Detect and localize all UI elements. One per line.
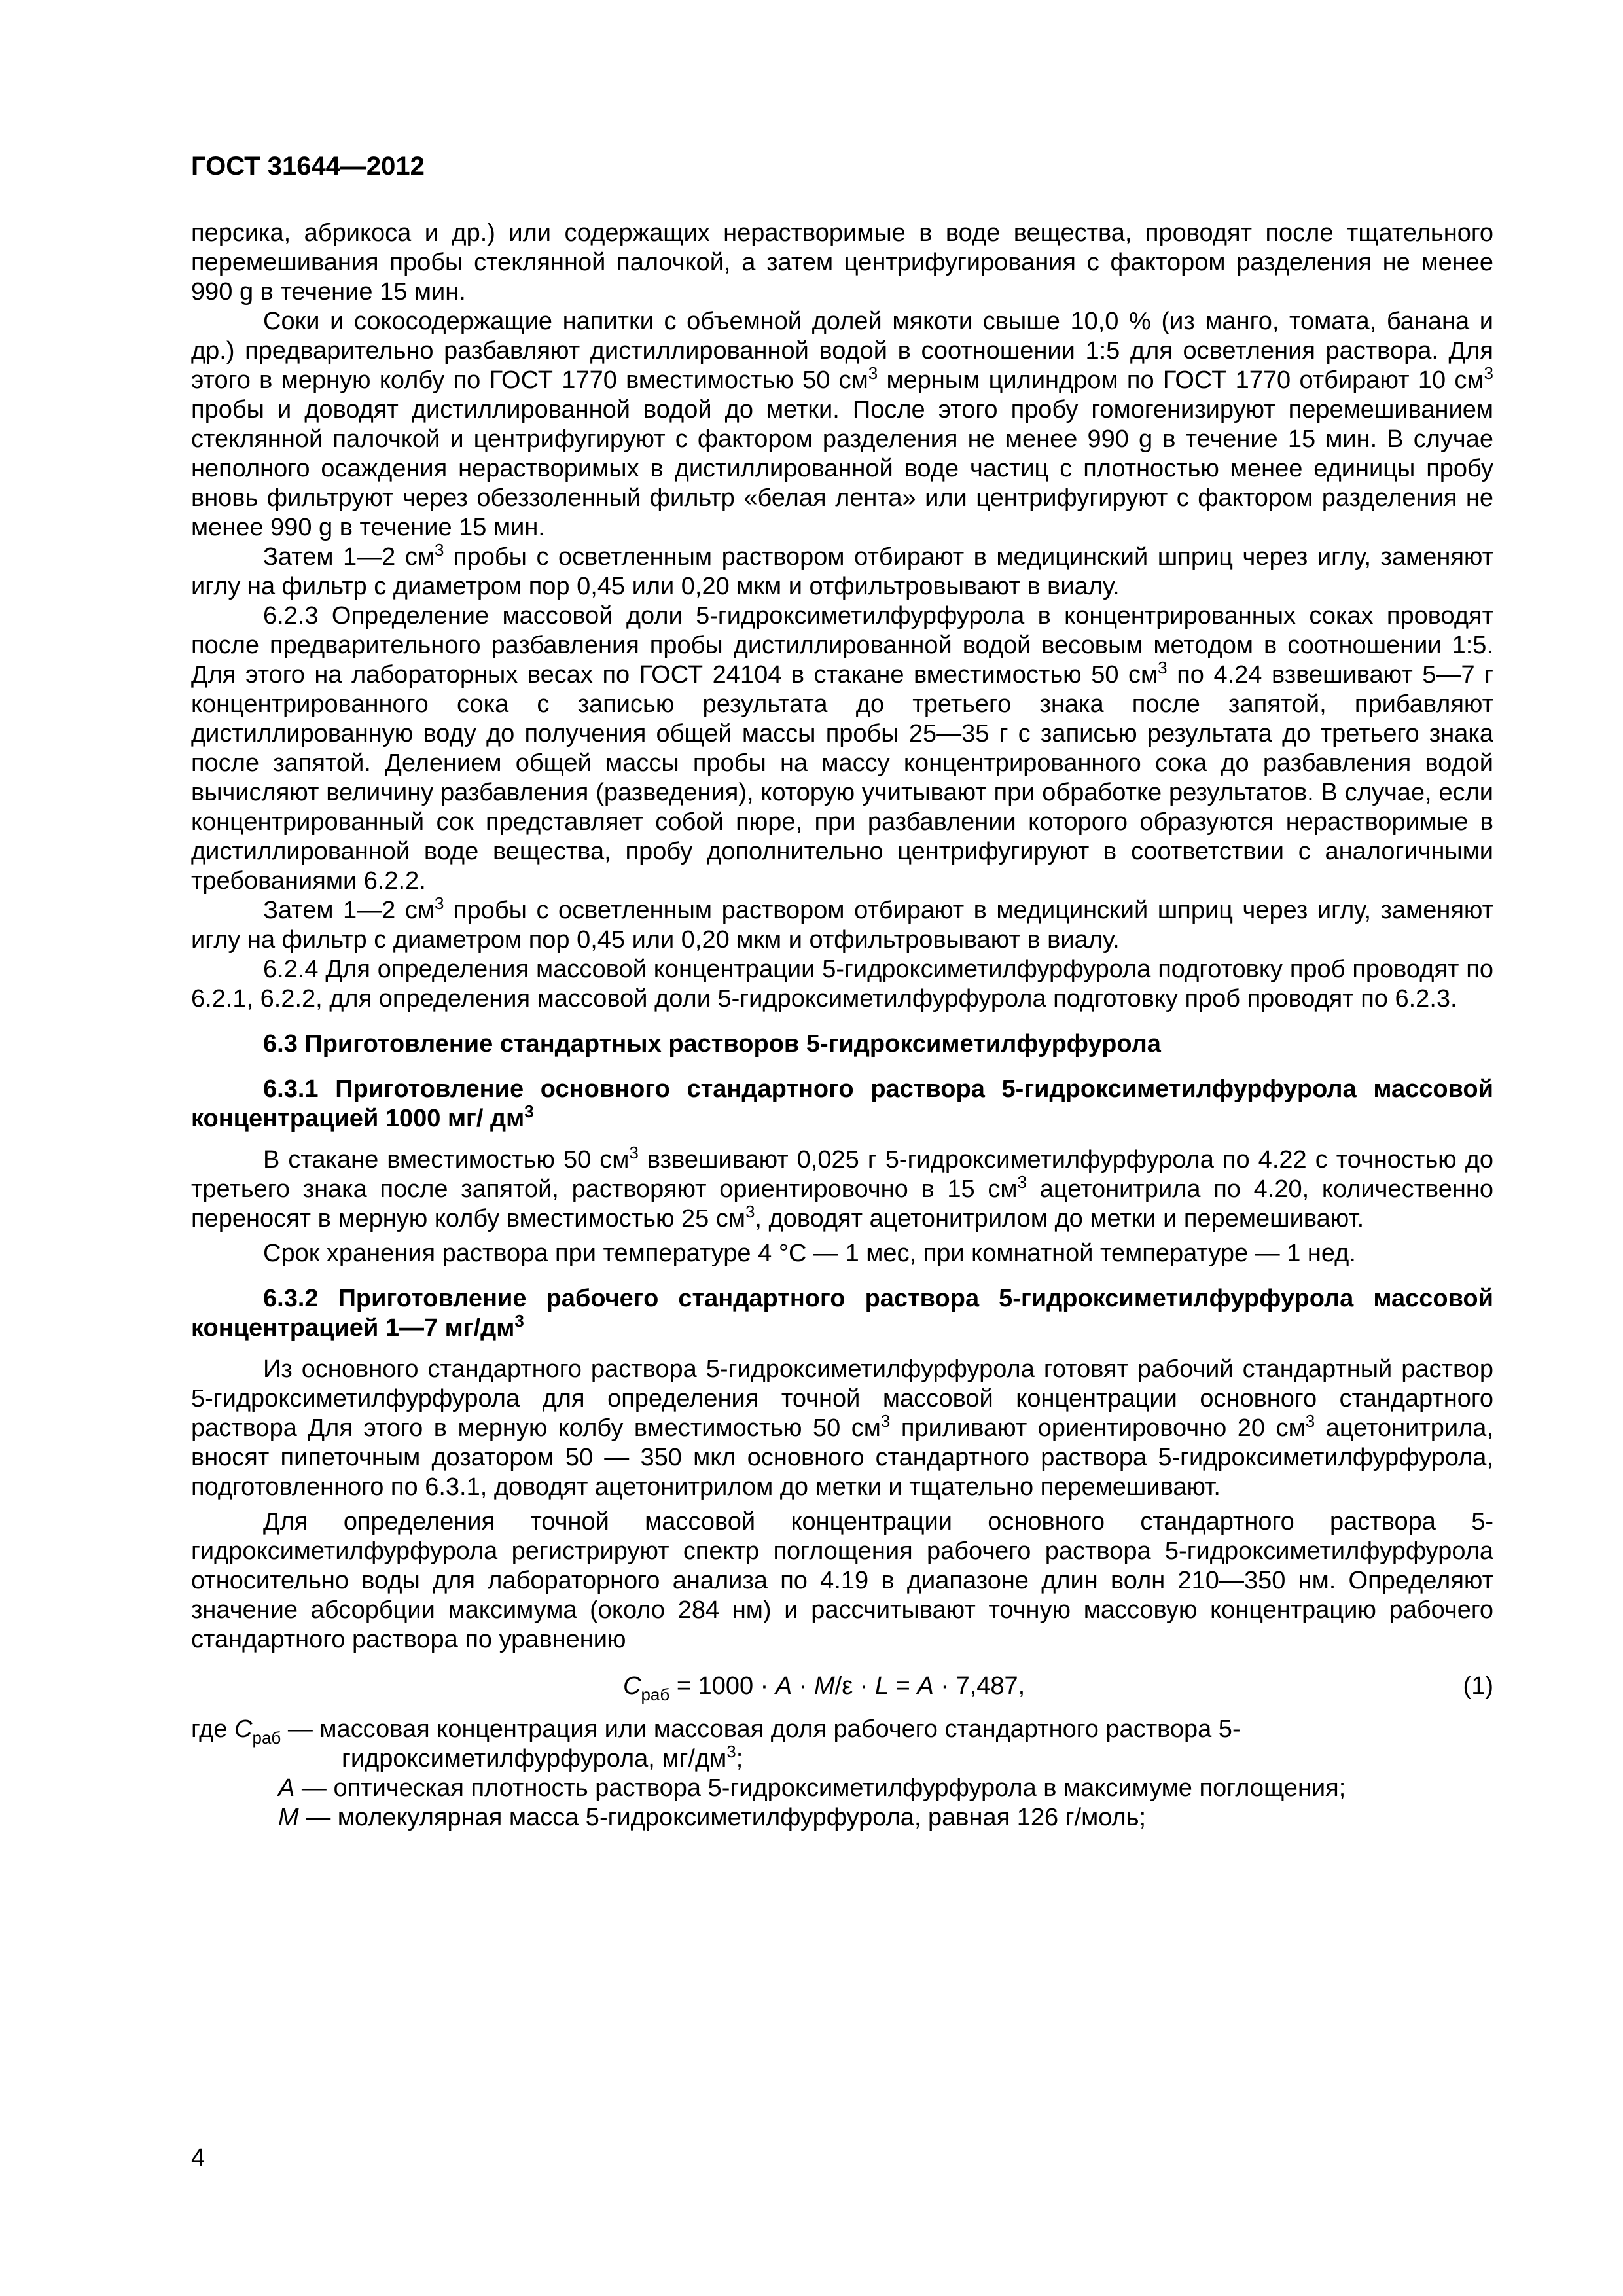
definition-c: где $C_{раб}$ — массовая концентрация или массовая доля рабочего стандартного раствора 5-гидроксиметилфурфурола, $мг/дм^3$;: [191, 1715, 1241, 1772]
paragraph: персика, абрикоса и др.) или содержащих нерастворимые в воде вещества, проводят после тщательного перемешивания пробы стеклянной палочкой, а затем центрифугирования с фактором разделения не менее 990 g в течение 15 мин.: [191, 219, 1493, 306]
document-page: [191, 151, 1493, 1833]
paragraph: Для определения точной массовой концентрации основного стандартного раствора 5-гидроксиметилфурфурола регистрируют спектр поглощения рабочего раствора 5-гидроксиметилфурфурола относительно воды для лабораторного анализа по 4.19 в диапазоне длин волн 210—350 нм. Определяют значение абсорбции максимума (около 284 нм) и рассчитывают точную массовую концентрацию рабочего стандартного раствора по уравнению: [191, 1508, 1493, 1653]
heading-6-3-1: 6.3.1 Приготовление основного стандартного раствора 5-гидроксиметилфурфурола массовой концентрацией 1000 мг/ $дм^3$: [191, 1075, 1493, 1132]
page-number: 4: [191, 2144, 205, 2172]
heading-6-3: 6.3 Приготовление стандартных растворов 5-гидроксиметилфурфурола: [263, 1030, 1161, 1058]
paragraph: В стакане вместимостью 50 $см^3$ взвешивают 0,025 г 5-гидроксиметилфурфурола по 4.22 с точностью до третьего знака после запятой, растворяют ориентировочно в 15 $см^3$ ацетонитрила по 4.20, количественно переносят в мерную колбу вместимостью 25 $см^3$, доводят ацетонитрилом до метки и перемешивают.: [191, 1143, 1494, 1232]
heading-6-3-2: 6.3.2 Приготовление рабочего стандартного раствора 5-гидроксиметилфурфурола массовой концентрацией 1—7 $мг/дм^3$: [191, 1285, 1493, 1342]
formula-definitions: [191, 1715, 1493, 1833]
definition-a: A — оптическая плотность раствора 5-гидроксиметилфурфурола в максимуме поглощения;: [278, 1774, 1346, 1802]
paragraph-6-2-4: 6.2.4 Для определения массовой концентрации 5-гидроксиметилфурфурола подготовку проб проводят по 6.2.1, 6.2.2, для определения массовой доли 5-гидроксиметилфурфурола подготовку проб проводят по 6.2.3.: [191, 956, 1493, 1013]
paragraph-storage: Срок хранения раствора при температуре 4 °С — 1 мес, при комнатной температуре — 1 нед.: [263, 1240, 1356, 1267]
document-id: ГОСТ 31644—2012: [191, 152, 425, 181]
paragraph: Соки и сокосодержащие напитки с объемной долей мякоти свыше 10,0 % (из манго, томата, банана и др.) предварительно разбавляют дистиллированной водой в соотношении 1:5 для осветления раствора. Для этого в мерную колбу по ГОСТ 1770 вместимостью 50 $см^3$ мерным цилиндром по ГОСТ 1770 отбирают 10 $см^3$ пробы и доводят дистиллированной водой до метки. После этого пробу гомогенизируют перемешиванием стеклянной палочкой и центрифугируют с фактором разделения не менее 990 g в течение 15 мин. В случае неполного осаждения нерастворимых в дистиллированной воде частиц с плотностью менее единицы пробу вновь фильтруют через обеззоленный фильтр «белая лента» или центрифугируют с фактором разделения не менее 990 g в течение 15 мин.: [191, 308, 1493, 541]
paragraph: Затем 1—2 $см^3$ пробы с осветленным раствором отбирают в медицинский шприц через иглу, заменяют иглу на фильтр с диаметром пор 0,45 или 0,20 мкм и отфильтровывают в виалу.: [191, 540, 1494, 600]
formula-1: [191, 1666, 1493, 1706]
formula-expression: $C_{раб} = 1000 \cdot A \cdot M/\varepsilon \cdot L = A \cdot 7,487$,: [623, 1672, 1026, 1704]
formula-number: (1): [1463, 1672, 1493, 1700]
paragraph: Затем 1—2 $см^3$ пробы с осветленным раствором отбирают в медицинский шприц через иглу, заменяют иглу на фильтр с диаметром пор 0,45 или 0,20 мкм и отфильтровывают в виалу.: [191, 893, 1494, 954]
paragraph-6-2-3: 6.2.3 Определение массовой доли 5-гидроксиметилфурфурола в концентрированных соках проводят после предварительного разбавления пробы дистиллированной водой весовым методом в соотношении 1:5. Для этого на лабораторных весах по ГОСТ 24104 в стакане вместимостью 50 $см^3$ по 4.24 взвешивают 5—7 г концентрированного сока с записью результата до третьего знака после запятой, прибавляют дистиллированную воду до получения общей массы пробы 25—35 г с записью результата до третьего знака после запятой. Делением общей массы пробы на массу концентрированного сока до разбавления водой вычисляют величину разбавления (разведения), которую учитывают при обработке результатов. В случае, если концентрированный сок представляет собой пюре, при разбавлении которого образуются нерастворимые в дистиллированной воде вещества, пробу дополнительно центрифугируют в соответствии с аналогичными требованиями 6.2.2.: [191, 602, 1493, 895]
definition-m: M — молекулярная масса 5-гидроксиметилфурфурола, равная 126 г/моль;: [278, 1804, 1147, 1831]
paragraph: Из основного стандартного раствора 5-гидроксиметилфурфурола готовят рабочий стандартный раствор 5-гидроксиметилфурфурола для определения точной массовой концентрации основного стандартного раствора Для этого в мерную колбу вместимостью 50 $см^3$ приливают ориентировочно 20 $см^3$ ацетонитрила, вносят пипеточным дозатором 50 — 350 мкл основного стандартного раствора 5-гидроксиметилфурфурола, подготовленного по 6.3.1, доводят ацетонитрилом до метки и тщательно перемешивают.: [191, 1355, 1493, 1501]
